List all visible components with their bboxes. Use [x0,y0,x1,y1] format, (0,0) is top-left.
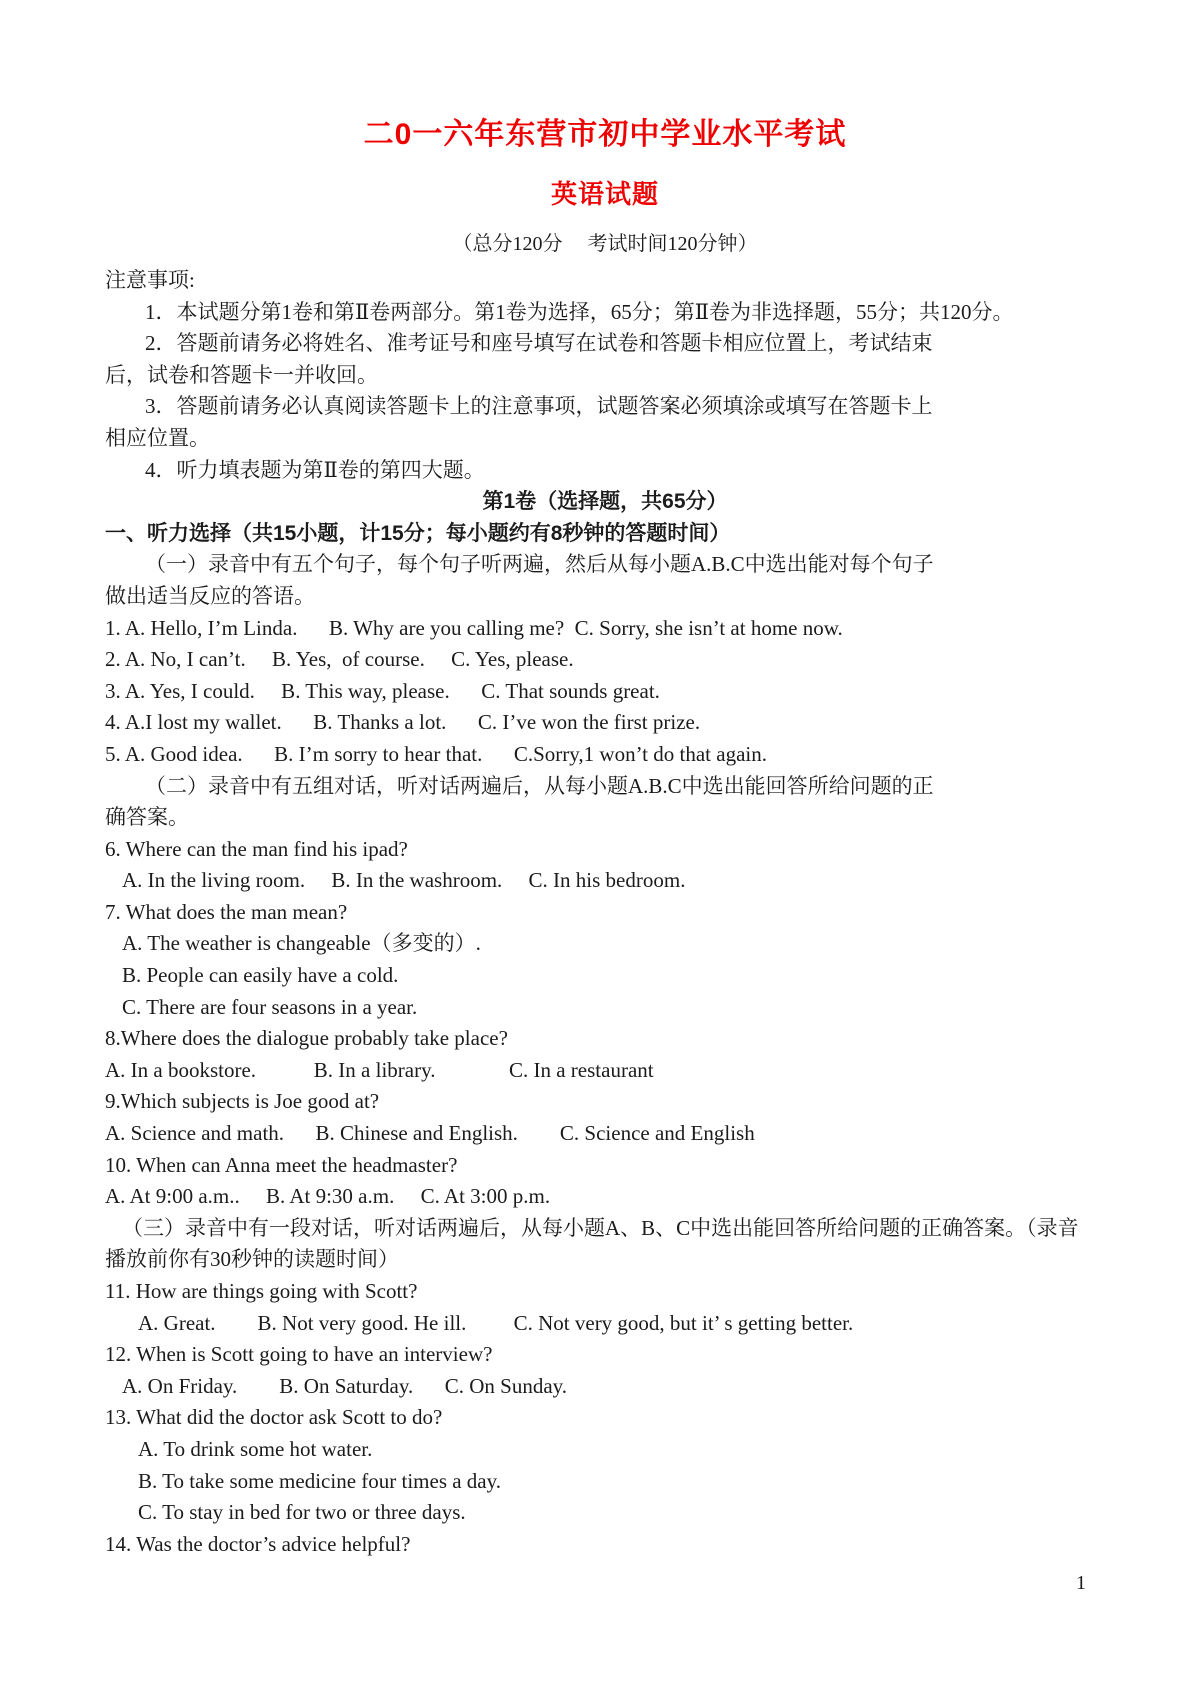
exam-title: 二0一六年东营市初中学业水平考试 [363,118,847,151]
notice-heading: 注意事项: [105,268,195,292]
notice-item-3-cont: 相应位置。 [105,425,210,450]
document-body-lines [105,265,1105,1560]
question-7-option-b: B. People can easily have a cold. [122,963,399,988]
document-content [105,118,1105,1560]
part-three-intro: （三）录音中有一段对话，听对话两遍后，从每小题A、B、C中选出能回答所给问题的正确答案。（录音 [122,1215,1079,1240]
question-13-option-b: B. To take some medicine four times a day. [138,1468,502,1493]
question-9: 9.Which subjects is Joe good at? [105,1089,380,1114]
part-two-intro: （二）录音中有五组对话，听对话两遍后，从每小题A.B.C中选出能回答所给问题的正 [145,773,934,798]
page-number: 1 [1076,1572,1086,1594]
question-6-options: A. In the living room. B. In the washroom. C. In his bedroom. [122,868,686,893]
exam-subject-title: 英语试题 [550,179,659,209]
question-3-options: 3. A. Yes, I could. B. This way, please. C. That sounds great. [105,678,660,703]
notice-item-2: 2．答题前请务必将姓名、准考证号和座号填写在试卷和答题卡相应位置上，考试结束 [145,331,933,356]
question-13-option-c: C. To stay in bed for two or three days. [138,1500,466,1525]
question-12-options: A. On Friday. B. On Saturday. C. On Sunday. [122,1373,568,1398]
question-8: 8.Where does the dialogue probably take place? [105,1026,508,1051]
question-13: 13. What did the doctor ask Scott to do? [105,1405,443,1430]
question-9-options: A. Science and math. B. Chinese and English. C. Science and English [105,1121,755,1146]
notice-item-1: 1．本试题分第1卷和第Ⅱ卷两部分。第1卷为选择，65分；第Ⅱ卷为非选择题，55分；共120分。 [145,299,1014,324]
question-2-options: 2. A. No, I can’t. B. Yes, of course. C. Yes, please. [105,647,574,672]
part1-heading: 第1卷（选择题，共65分） [482,490,728,514]
question-7: 7. What does the man mean? [105,899,348,924]
question-4-options: 4. A.I lost my wallet. B. Thanks a lot. C. I’ve won the first prize. [105,710,701,735]
question-7-option-a: A. The weather is changeable（多变的）. [122,931,481,956]
notice-item-3: 3．答题前请务必认真阅读答题卡上的注意事项，试题答案必须填涂或填写在答题卡上 [145,394,933,419]
question-10: 10. When can Anna meet the headmaster? [105,1152,458,1177]
part-three-intro-cont: 播放前你有30秒钟的读题时间） [105,1247,399,1272]
part-two-intro-cont: 确答案。 [105,805,189,830]
part-one-intro-cont: 做出适当反应的答语。 [105,583,315,608]
notice-item-2-cont: 后，试卷和答题卡一并收回。 [105,362,378,387]
question-6: 6. Where can the man find his ipad? [105,836,408,861]
question-13-option-a: A. To drink some hot water. [138,1436,373,1461]
notice-item-4: 4．听力填表题为第Ⅱ卷的第四大题。 [145,457,485,482]
question-14: 14. Was the doctor’s advice helpful? [105,1531,411,1556]
score-duration-line: （总分120分 考试时间120分钟） [452,233,758,255]
question-5-options: 5. A. Good idea. B. I’m sorry to hear that. C.Sorry,1 won’t do that again. [105,741,767,766]
question-11-options: A. Great. B. Not very good. He ill. C. Not very good, but it’ s getting better. [138,1310,854,1335]
question-11: 11. How are things going with Scott? [105,1279,418,1303]
part-one-intro: （一）录音中有五个句子，每个句子听两遍，然后从每小题A.B.C中选出能对每个句子 [145,552,934,577]
question-12: 12. When is Scott going to have an interview? [105,1342,493,1367]
section1-heading: 一、听力选择（共15小题，计15分；每小题约有8秒钟的答题时间） [105,521,731,545]
question-10-options: A. At 9:00 a.m.. B. At 9:30 a.m. C. At 3:00 p.m. [105,1184,551,1209]
question-1-options: 1. A. Hello, I’m Linda. B. Why are you calling me? C. Sorry, she isn’t at home now. [105,615,843,640]
question-7-option-c: C. There are four seasons in a year. [122,994,418,1019]
question-8-options: A. In a bookstore. B. In a library. C. In a restaurant [105,1057,654,1082]
